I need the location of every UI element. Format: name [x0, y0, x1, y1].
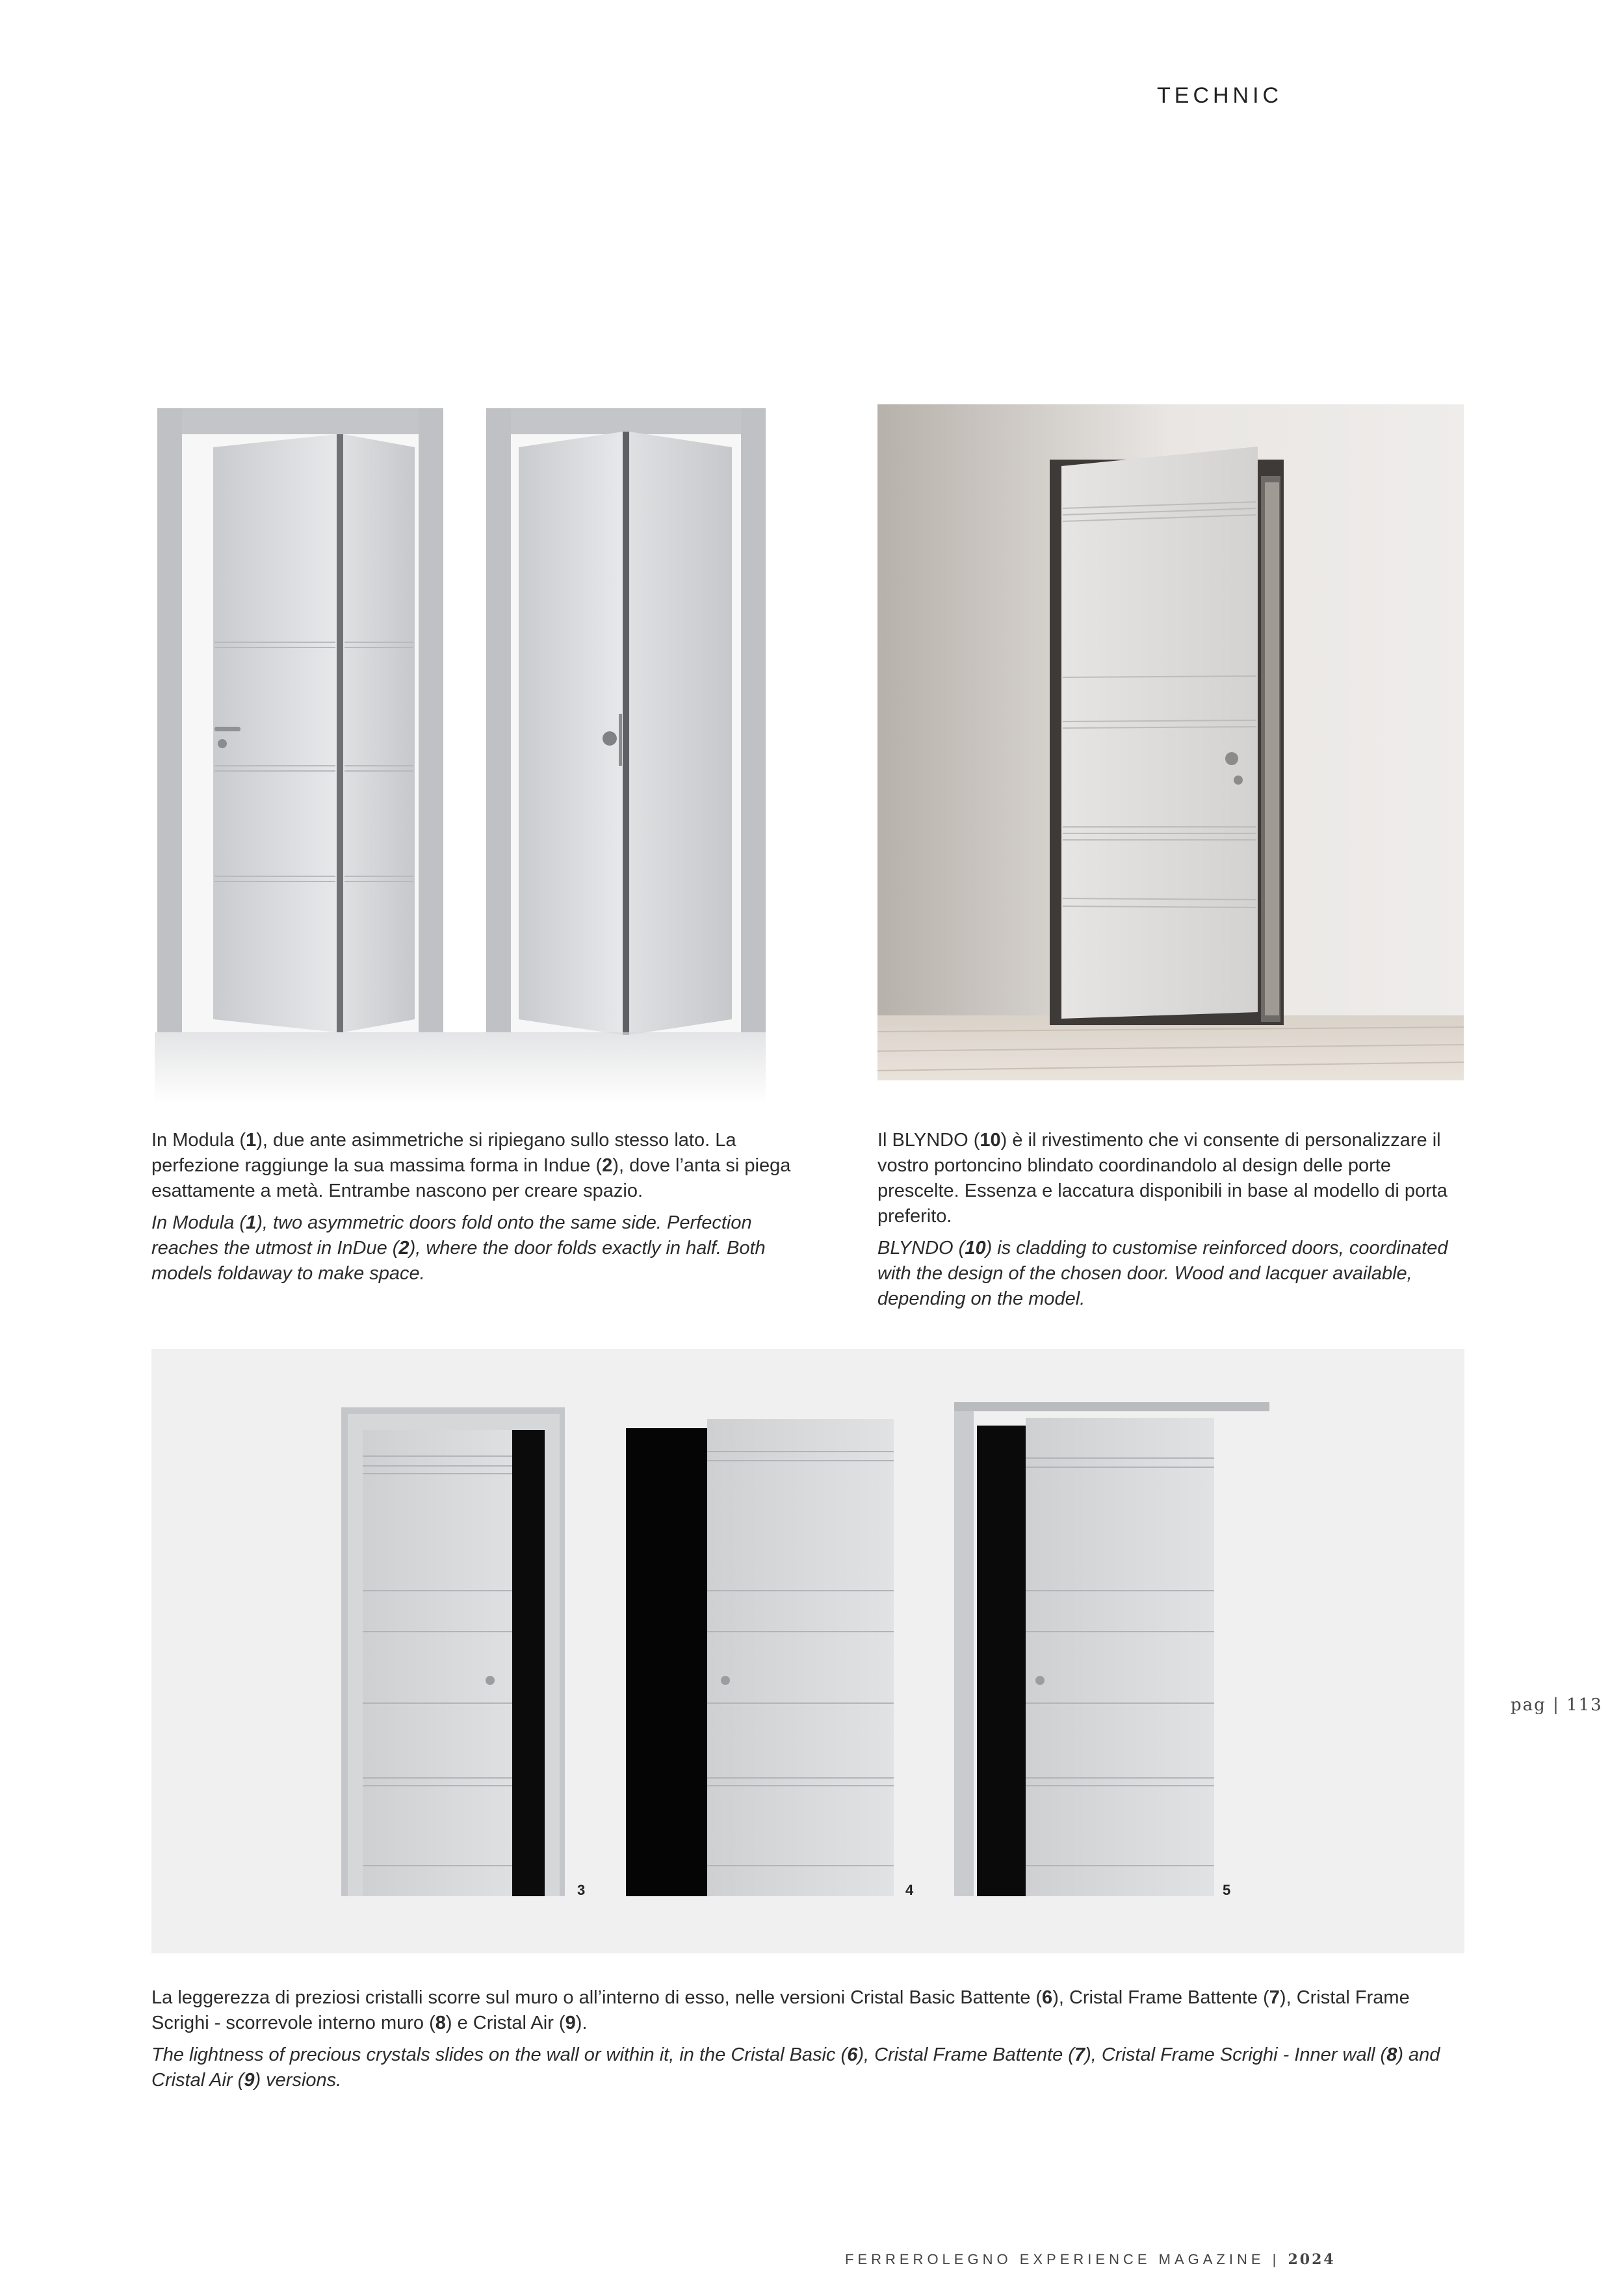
caption-cristal — [151, 1985, 1468, 2100]
figure-label-5: 5 — [1223, 1882, 1231, 1898]
text: ) versions. — [254, 2070, 342, 2091]
ref-number: 6 — [1042, 1987, 1053, 2008]
text: BLYNDO ( — [877, 1238, 965, 1259]
caption-modula — [151, 1128, 808, 1293]
ref-number: 10 — [980, 1130, 1001, 1151]
text: ), Cristal Frame Scrighi - scorrevole interno muro ( — [151, 1987, 1410, 2033]
caption-blyndo-it — [877, 1128, 1466, 1229]
footer — [845, 2251, 1336, 2268]
page-separator: | — [1553, 1695, 1560, 1715]
ref-number: 9 — [244, 2070, 255, 2091]
text: ), Cristal Frame Battente ( — [857, 2044, 1074, 2065]
footer-magazine: FERREROLEGNO EXPERIENCE MAGAZINE — [845, 2251, 1265, 2267]
text: ) è il rivestimento che vi consente di personalizzare il vostro portoncino blindato coordinandolo al design delle porte prescelte. Essenza e laccatura disponibili in base al modello di porta preferito. — [877, 1130, 1448, 1227]
ref-number: 9 — [565, 2013, 576, 2033]
caption-blyndo-en — [877, 1236, 1466, 1312]
footer-year: 2024 — [1288, 2251, 1336, 2268]
text: ), where the door folds exactly in half. Both models foldaway to make space. — [151, 1238, 766, 1284]
text: In Modula ( — [151, 1130, 246, 1151]
text: Il BLYNDO ( — [877, 1130, 980, 1151]
ref-number: 8 — [1386, 2044, 1397, 2065]
figure-label-4: 4 — [905, 1882, 914, 1898]
text: ), Cristal Frame Scrighi - Inner wall ( — [1085, 2044, 1387, 2065]
footer-separator: | — [1272, 2251, 1280, 2267]
ref-number: 2 — [398, 1238, 409, 1259]
text: ), dove l’anta si piega esattamente a metà. Entrambe nascono per creare spazio. — [151, 1155, 791, 1201]
text: In Modula ( — [151, 1212, 246, 1233]
ref-number: 1 — [246, 1212, 257, 1233]
text: ), due ante asimmetriche si ripiegano sullo stesso lato. La perfezione raggiunge la sua massima forma in Indue ( — [151, 1130, 736, 1176]
caption-cristal-en — [151, 2042, 1468, 2093]
figure-label-3: 3 — [577, 1882, 586, 1898]
text: ) e Cristal Air ( — [445, 2013, 565, 2033]
text: ), Cristal Frame Battente ( — [1052, 1987, 1269, 2008]
page-number — [1511, 1695, 1603, 1715]
ref-number: 2 — [602, 1155, 613, 1176]
caption-blyndo — [877, 1128, 1466, 1318]
ref-number: 7 — [1269, 1987, 1280, 2008]
text: ), two asymmetric doors fold onto the same side. Perfection reaches the utmost in InDue ( — [151, 1212, 752, 1259]
caption-cristal-it — [151, 1985, 1468, 2036]
text: La leggerezza di preziosi cristalli scorre sul muro o all’interno di esso, nelle versioni Cristal Basic Battente ( — [151, 1987, 1043, 2008]
ref-number: 10 — [965, 1238, 986, 1259]
text: The lightness of precious crystals slides on the wall or within it, in the Cristal Basic ( — [151, 2044, 848, 2065]
text: ) and Cristal Air ( — [151, 2044, 1440, 2091]
caption-modula-it — [151, 1128, 808, 1204]
caption-modula-en — [151, 1210, 808, 1286]
sliding-doors-panel — [151, 1349, 1464, 1953]
photo-blyndo-door — [877, 404, 1464, 1080]
section-label: TECHNIC — [1157, 83, 1283, 108]
photo-folding-doors — [155, 408, 766, 1104]
page-number-value: 113 — [1566, 1695, 1603, 1715]
ref-number: 8 — [435, 2013, 446, 2033]
text: ) is cladding to customise reinforced doors, coordinated with the design of the chosen door. Wood and lacquer available, depending on the model. — [877, 1238, 1448, 1309]
text: ). — [575, 2013, 588, 2033]
ref-number: 7 — [1074, 2044, 1085, 2065]
page-prefix: pag — [1511, 1695, 1546, 1715]
ref-number: 1 — [246, 1130, 257, 1151]
ref-number: 6 — [847, 2044, 858, 2065]
